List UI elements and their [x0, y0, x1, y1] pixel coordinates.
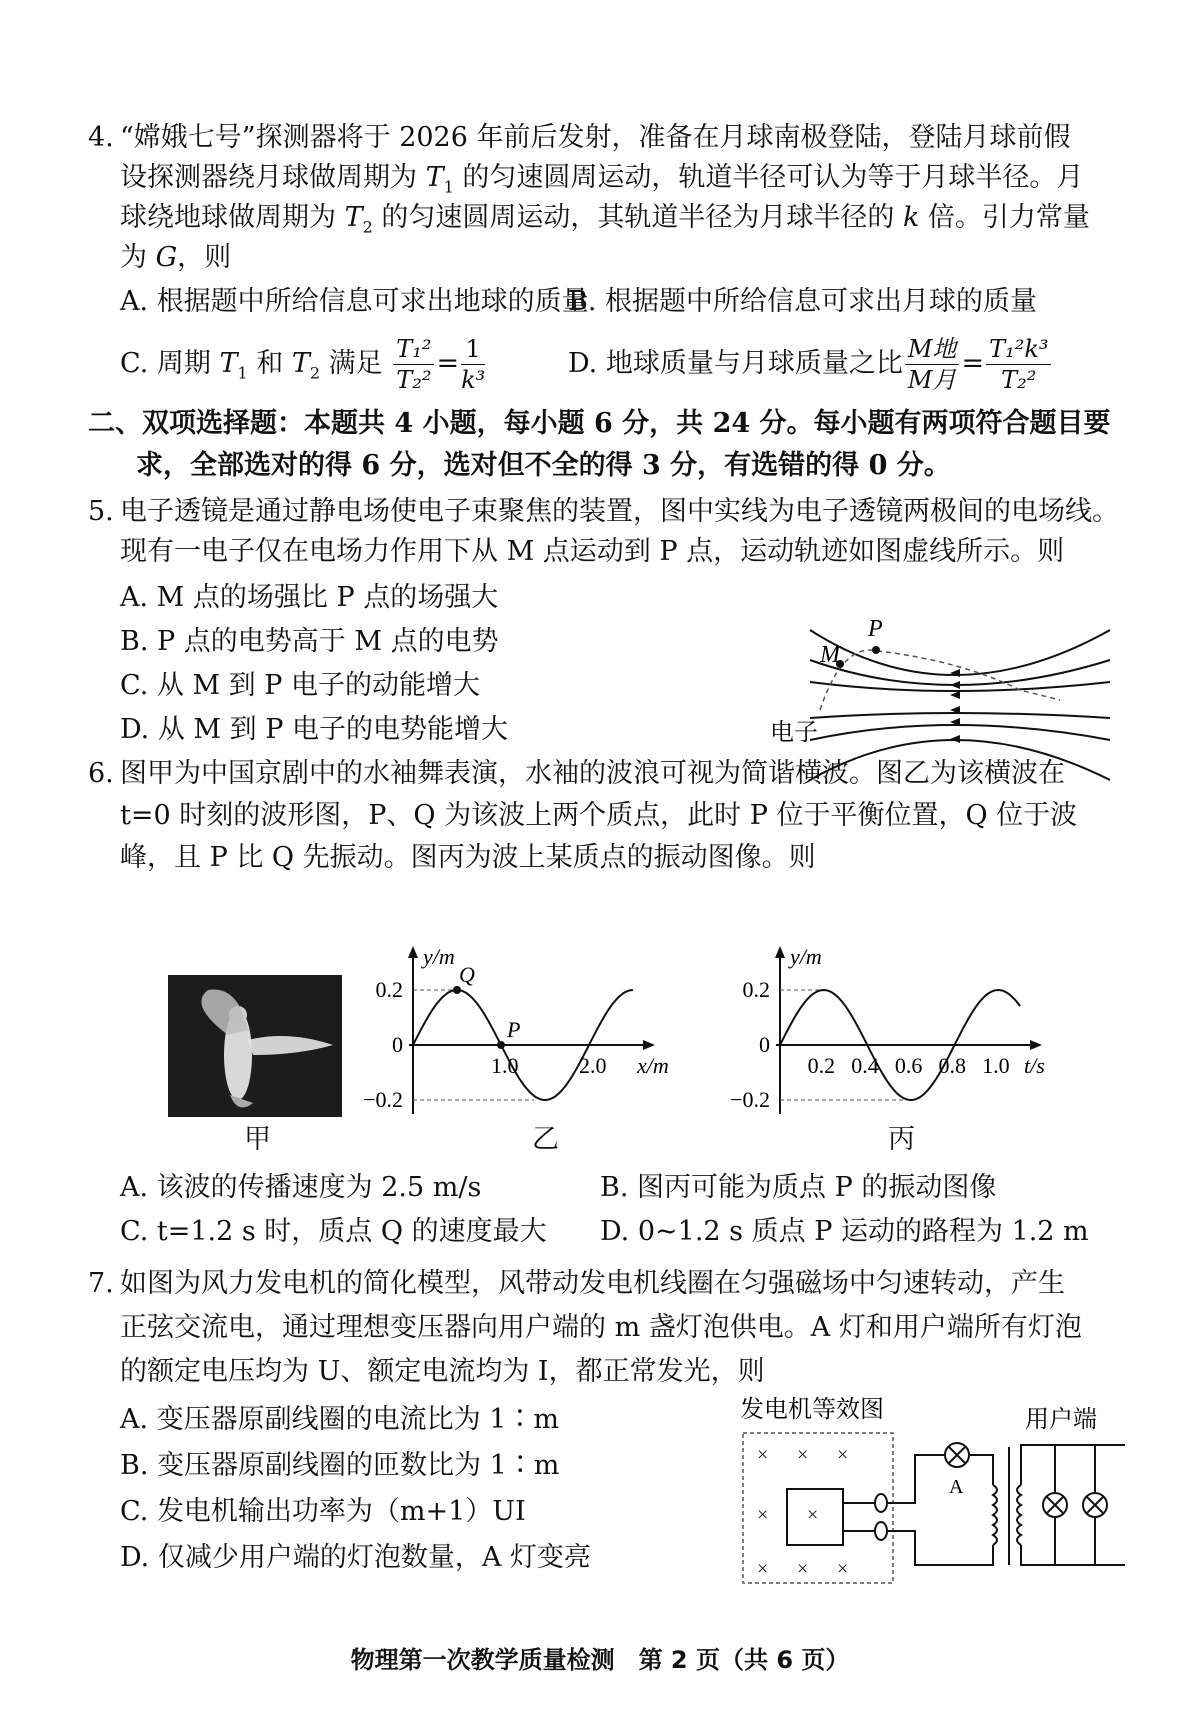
fraction: [461, 334, 485, 395]
fraction: [393, 334, 434, 395]
x-axis-arrow: [643, 1040, 655, 1050]
svg-text:×: ×: [807, 1504, 819, 1526]
symbol-T: T: [344, 202, 363, 233]
q4-line-4a: 为: [120, 242, 156, 273]
section-2-heading-cont: 求，全部选对的得 6 分，选对但不全的得 3 分，有选错的得 0 分。: [136, 450, 951, 481]
slip-ring: [875, 1494, 887, 1512]
label-A: A: [949, 1476, 964, 1498]
q7-option-b: B. 变压器原副线圈的匝数比为 1∶m: [120, 1450, 560, 1481]
q4-line-4: [120, 238, 231, 278]
equals-sign: =: [436, 348, 460, 379]
slip-ring: [875, 1522, 887, 1540]
q5-option-b: B. P 点的电势高于 M 点的电势: [120, 626, 499, 657]
figure-label-bing: 丙: [888, 1124, 915, 1155]
question-4-number: 4.: [88, 122, 114, 153]
q5-line-1: 电子透镜是通过静电场使电子束聚焦的装置，图中实线为电子透镜两极间的电场线。: [120, 496, 1119, 527]
y-axis-arrow: [408, 946, 418, 958]
q7-option-c: C. 发电机输出功率为（m+1）UI: [120, 1496, 526, 1527]
label-generator-diagram: 发电机等效图: [740, 1397, 884, 1423]
figure-label-jia: 甲: [244, 1124, 271, 1155]
point-P: [872, 646, 880, 654]
x-tick-label: 0.2: [807, 1053, 836, 1078]
q5-line-2: 现有一电子仅在电场力作用下从 M 点运动到 P 点，运动轨迹如图虚线所示。则: [120, 536, 1065, 567]
label-P: P: [868, 616, 883, 642]
fraction-numerator: T₁²: [393, 334, 434, 365]
field-line: [810, 630, 1110, 675]
q4-line-3b: 的匀速圆周运动，其轨道半径为月球半径的: [372, 202, 903, 233]
q6-option-d: D. 0~1.2 s 质点 P 运动的路程为 1.2 m: [600, 1216, 1089, 1247]
q4-line-3c: 倍。引力常量: [919, 202, 1090, 233]
q5-option-d: D. 从 M 到 P 电子的电势能增大: [120, 714, 508, 745]
svg-text:×: ×: [837, 1444, 849, 1466]
svg-text:×: ×: [837, 1558, 849, 1580]
x-axis-label: t/s: [1024, 1053, 1045, 1078]
q4-line-1: “嫦娥七号”探测器将于 2026 年前后发射，准备在月球南极登陆，登陆月球前假: [120, 122, 1071, 153]
q4-option-c-satisfy: 满足: [320, 348, 383, 379]
section-2-heading: 二、双项选择题：本题共 4 小题，每小题 6 分，共 24 分。每小题有两项符合题目要: [88, 408, 1111, 439]
q6-line-3: 峰，且 P 比 Q 先振动。图丙为波上某质点的振动图像。则: [120, 842, 816, 873]
x-axis-arrow: [1030, 1040, 1042, 1050]
question-5-number: 5.: [88, 496, 114, 527]
arrow-icon: [950, 681, 960, 689]
q7-line-1: 如图为风力发电机的简化模型，风带动发电机线圈在匀强磁场中匀速转动，产生: [120, 1268, 1065, 1299]
fraction-numerator: T₁²k³: [986, 334, 1051, 365]
label-Q: Q: [459, 962, 475, 987]
q4-line-3: [120, 198, 1090, 247]
q4-line-4b: ，则: [177, 242, 232, 273]
q4-line-3a: 球绕地球做周期为: [120, 202, 345, 233]
q7-option-d: D. 仅减少用户端的灯泡数量，A 灯变亮: [120, 1542, 591, 1573]
q7-line-2: 正弦交流电，通过理想变压器向用户端的 m 盏灯泡供电。A 灯和用户端所有灯泡: [120, 1312, 1082, 1343]
page-footer: 物理第一次教学质量检测 第 2 页（共 6 页）: [350, 1646, 850, 1674]
q4-option-a: A. 根据题中所给信息可求出地球的质量: [120, 286, 589, 317]
q7-option-a: A. 变压器原副线圈的电流比为 1∶m: [120, 1404, 560, 1435]
vibration-graph-bing: [730, 944, 1100, 1145]
y-tick-label: 0.2: [375, 977, 403, 1002]
x-tick-label: 1.0: [491, 1053, 519, 1078]
point-Q: [453, 986, 461, 994]
y-tick-label: 0: [392, 1032, 403, 1057]
q6-option-b: B. 图丙可能为质点 P 的振动图像: [600, 1172, 997, 1203]
q4-option-b: B. 根据题中所给信息可求出月球的质量: [568, 286, 1038, 317]
q5-option-a: A. M 点的场强比 P 点的场强大: [120, 582, 499, 613]
x-tick-label: 2.0: [579, 1053, 607, 1078]
q4-option-c: C. 周期 $T_1$ 和 $T_2$ 满足 $\frac{\text{T₁²}}{\text{T₂²}}$ = $\frac{1}{\text{k³}}$: [120, 335, 486, 394]
q6-line-2: t=0 时刻的波形图，P、Q 为该波上两个质点，此时 P 位于平衡位置，Q 位于波: [120, 800, 1078, 831]
point-P: [497, 1041, 505, 1049]
y-axis-label: y/m: [790, 944, 822, 969]
fraction-numerator: M地: [905, 334, 960, 365]
svg-text:×: ×: [757, 1444, 769, 1466]
opera-dancer-photo: [168, 975, 342, 1117]
q4-line-2a: 设探测器绕月球做周期为: [120, 162, 426, 193]
q4-option-d-label: D. 地球质量与月球质量之比: [568, 348, 903, 379]
y-tick-label: 0: [759, 1032, 770, 1057]
secondary-coil: [1017, 1485, 1021, 1545]
y-tick-label: 0.2: [742, 977, 770, 1002]
equals-sign: =: [961, 348, 985, 379]
label-P: P: [507, 1017, 521, 1042]
q6-line-1: 图甲为中国京剧中的水袖舞表演，水袖的波浪可视为简谐横波。图乙为该横波在: [120, 758, 1065, 789]
x-tick-label: 1.0: [982, 1053, 1010, 1078]
fraction: [986, 334, 1051, 395]
x-axis-label: x/m: [637, 1053, 669, 1078]
label-user-end: 用户端: [1025, 1407, 1097, 1433]
subscript: 1: [443, 177, 454, 197]
generator-circuit-figure: [735, 1395, 1130, 1595]
q6-option-a: A. 该波的传播速度为 2.5 m/s: [120, 1172, 482, 1203]
arrow-icon: [950, 735, 960, 743]
symbol-G: G: [155, 242, 178, 273]
fraction-denominator: M月: [907, 366, 957, 394]
q7-line-3: 的额定电压均为 U、额定电流均为 I，都正常发光，则: [120, 1356, 765, 1387]
question-7-number: 7.: [88, 1268, 114, 1299]
figure-label-yi: 乙: [532, 1124, 559, 1155]
label-M: M: [820, 642, 840, 668]
fraction-denominator: k³: [461, 366, 486, 394]
label-electron: 电子: [770, 720, 818, 746]
y-axis-arrow: [775, 946, 785, 958]
svg-text:×: ×: [797, 1558, 809, 1580]
subscript: 2: [362, 217, 373, 237]
svg-text:×: ×: [797, 1444, 809, 1466]
q4-option-c-and: 和: [247, 348, 292, 379]
arrow-icon: [950, 691, 960, 699]
symbol-T: T: [425, 162, 444, 193]
x-tick-label: 0.6: [894, 1053, 923, 1078]
fraction-denominator: T₂²: [396, 366, 432, 394]
wave-graph-yi: [363, 944, 725, 1145]
q4-option-d: [568, 334, 1053, 395]
q4-option-c-label: C. 周期: [120, 348, 220, 379]
q4-line-2b: 的匀速圆周运动，轨道半径可认为等于月球半径。月: [453, 162, 1084, 193]
y-tick-label: −0.2: [730, 1087, 770, 1112]
fraction-numerator: 1: [461, 334, 485, 365]
fraction-denominator: T₂²: [1001, 366, 1037, 394]
y-axis-label: y/m: [423, 944, 455, 969]
question-6-number: 6.: [88, 758, 114, 789]
q6-option-c: C. t=1.2 s 时，质点 Q 的速度最大: [120, 1216, 547, 1247]
q5-option-c: C. 从 M 到 P 电子的动能增大: [120, 670, 481, 701]
svg-text:×: ×: [757, 1504, 769, 1526]
y-tick-label: −0.2: [363, 1087, 403, 1112]
svg-text:×: ×: [757, 1558, 769, 1580]
x-tick-label: 0.4: [851, 1053, 879, 1078]
primary-coil: [993, 1485, 997, 1545]
x-tick-label: 0.8: [938, 1053, 967, 1078]
symbol-k: k: [902, 202, 920, 233]
fraction: [905, 334, 960, 395]
